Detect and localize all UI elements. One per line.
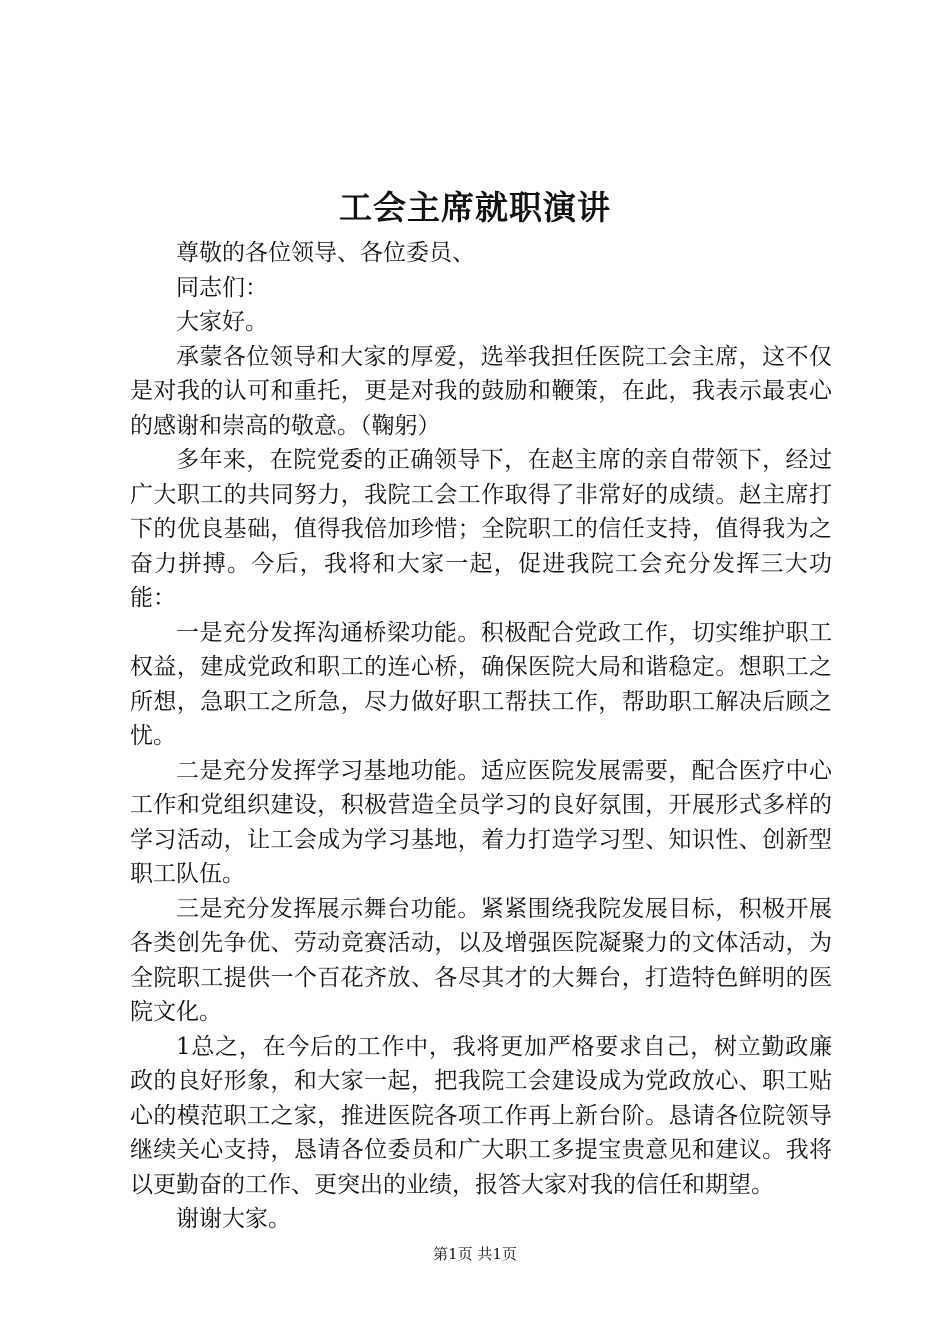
paragraph-function-2: 二是充分发挥学习基地功能。适应医院发展需要，配合医疗中心工作和党组织建设，积极营造全员学习的良好氛围，开展形式多样的学习活动，让工会成为学习基地，着力打造学习型、知识性、创新型职工队伍。	[130, 757, 832, 887]
paragraph-background: 多年来，在院党委的正确领导下，在赵主席的亲自带领下，经过广大职工的共同努力，我院工会工作取得了非常好的成绩。赵主席打下的优良基础，值得我倍加珍惜；全院职工的信任支持，值得我为之奋力拼搏。今后，我将和大家一起，促进我院工会充分发挥三大功能：	[130, 447, 832, 611]
closing-line: 谢谢大家。	[176, 1206, 291, 1232]
greeting-line: 大家好。	[176, 309, 268, 335]
page-title: 工会主席就职演讲	[339, 188, 611, 227]
paragraph-function-1: 一是充分发挥沟通桥梁功能。积极配合党政工作，切实维护职工权益，建成党政和职工的连心桥，确保医院大局和谐稳定。想职工之所想，急职工之所急，尽力做好职工帮扶工作，帮助职工解决后顾之忧。	[130, 619, 832, 749]
paragraph-conclusion: 1总之，在今后的工作中，我将更加严格要求自己，树立勤政廉政的良好形象，和大家一起，把我院工会建设成为党政放心、职工贴心的模范职工之家，推进医院各项工作再上新台阶。恳请各位院领导继续关心支持，恳请各位委员和广大职工多提宝贵意见和建议。我将以更勤奋的工作、更突出的业绩，报答大家对我的信任和期望。	[130, 1033, 832, 1198]
paragraph-function-3: 三是充分发挥展示舞台功能。紧紧围绕我院发展目标，积极开展各类创先争优、劳动竞赛活动，以及增强医院凝聚力的文体活动，为全院职工提供一个百花齐放、各尽其才的大舞台，打造特色鲜明的医院文化。	[130, 895, 832, 1025]
salutation-line-1: 尊敬的各位领导、各位委员、	[176, 240, 475, 266]
page-number-footer: 第1页 共1页	[433, 1245, 517, 1263]
salutation-line-2: 同志们：	[176, 274, 268, 301]
paragraph-thanks: 承蒙各位领导和大家的厚爱，选举我担任医院工会主席，这不仅是对我的认可和重托，更是对我的鼓励和鞭策，在此，我表示最衷心的感谢和崇高的敬意。（鞠躬）	[130, 343, 832, 439]
speech-body	[130, 236, 832, 1237]
